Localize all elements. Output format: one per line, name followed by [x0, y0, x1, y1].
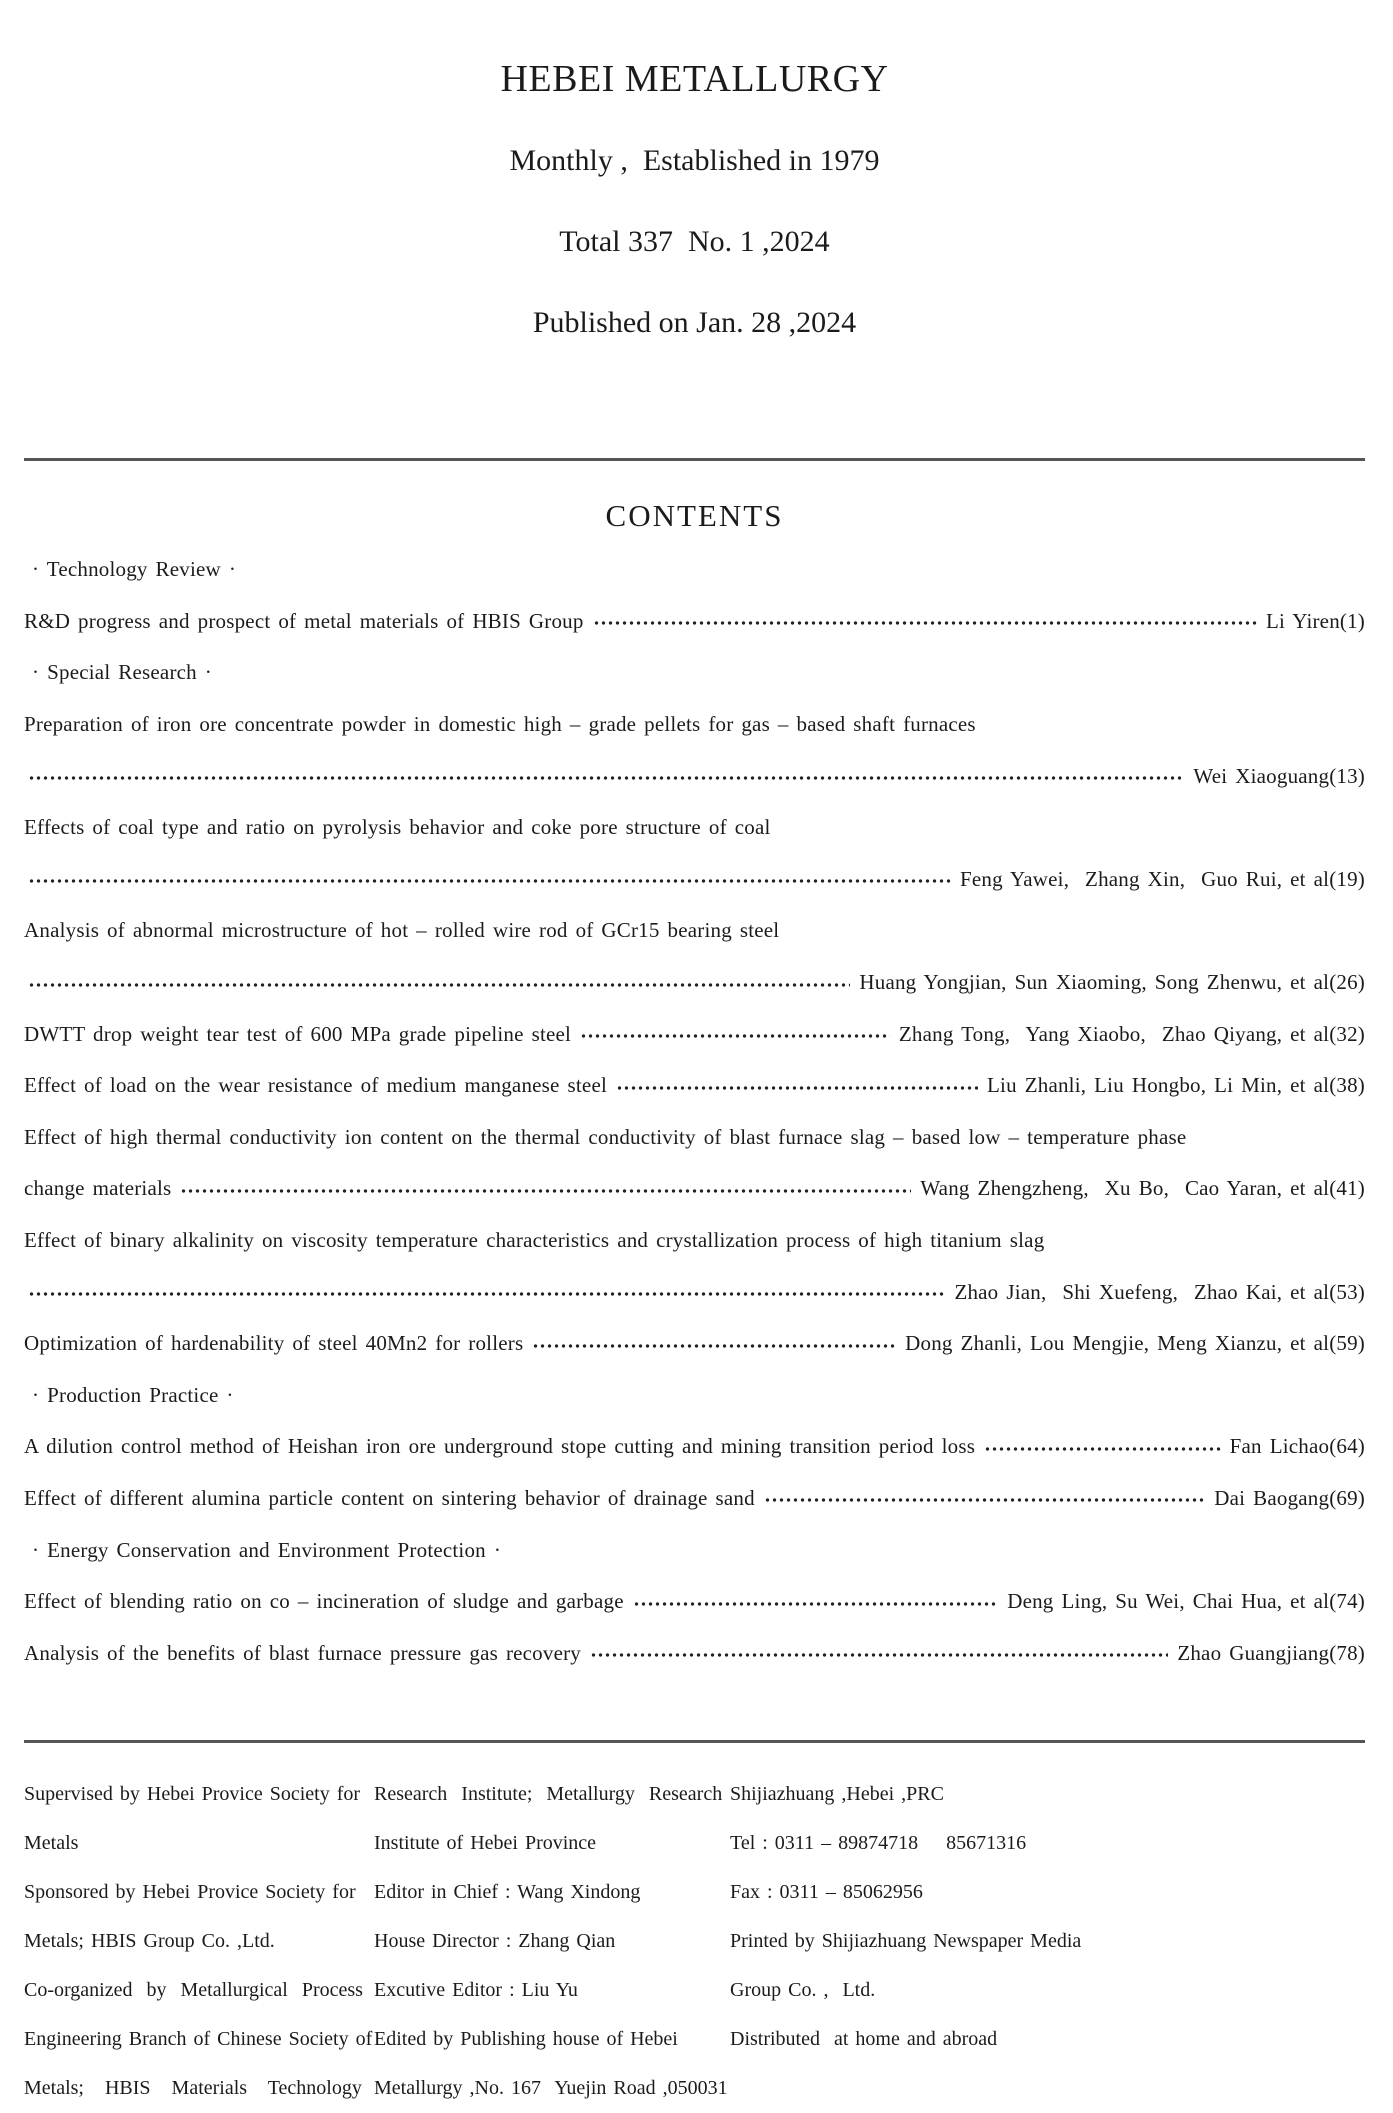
toc-entry: [24, 1318, 1365, 1370]
toc-entry: [24, 1473, 1365, 1525]
entry-title: Effects of coal type and ratio on pyrolysis behavior and coke pore structure of coal: [24, 815, 771, 840]
entry-author-page: Zhang Tong, Yang Xiaobo, Zhao Qiyang, et al(32): [898, 1021, 1365, 1046]
imprint-line: Excutive Editor : Liu Yu: [374, 1979, 578, 2002]
imprint-line: House Director : Zhang Qian: [374, 1930, 616, 1953]
toc-entry: [24, 1060, 1365, 1112]
toc-entry: [24, 1008, 1365, 1060]
section-label: · Special Research ·: [32, 660, 213, 685]
footer-divider: [24, 1740, 1365, 1743]
toc-section-production-practice: [24, 1370, 1365, 1422]
toc-entry-continuation: [24, 957, 1365, 1009]
toc-section-technology-review: [24, 544, 1365, 596]
dot-leader: [28, 772, 1184, 784]
toc-section-special-research: [24, 647, 1365, 699]
toc-entry-continuation: [24, 750, 1365, 802]
dot-leader: [616, 1082, 978, 1094]
dot-leader: [590, 1649, 1168, 1661]
dot-leader: [28, 1288, 945, 1300]
entry-title: R&D progress and prospect of metal materials of HBIS Group: [24, 608, 584, 633]
imprint-line: Tel : 0311 – 89874718 85671316: [730, 1832, 1027, 1855]
imprint-line: Metals: [24, 1832, 79, 1855]
toc-entry-title-line: [24, 1215, 1365, 1267]
journal-frequency-line: Monthly , Established in 1979: [509, 144, 880, 177]
entry-title: Effect of different alumina particle content on sintering behavior of drainage sand: [24, 1485, 755, 1510]
dot-leader: [593, 617, 1257, 629]
dot-leader: [633, 1598, 998, 1610]
toc-entry-continuation: [24, 854, 1365, 906]
entry-title: Analysis of abnormal microstructure of hot – rolled wire rod of GCr15 bearing steel: [24, 918, 780, 943]
entry-author-page: Wei Xiaoguang(13): [1193, 763, 1365, 788]
entry-title: Effect of blending ratio on co – incineration of sludge and garbage: [24, 1589, 624, 1614]
entry-title: Effect of load on the wear resistance of medium manganese steel: [24, 1073, 607, 1098]
entry-title: Optimization of hardenability of steel 40Mn2 for rollers: [24, 1331, 524, 1356]
entry-title: change materials: [24, 1176, 172, 1201]
imprint-line: Supervised by Hebei Provice Society for: [24, 1783, 361, 1806]
entry-author-page: Huang Yongjian, Sun Xiaoming, Song Zhenwu, et al(26): [859, 970, 1365, 995]
entry-author-page: Dong Zhanli, Lou Mengjie, Meng Xianzu, et al(59): [905, 1331, 1365, 1356]
imprint-line: Fax : 0311 – 85062956: [730, 1881, 923, 1904]
entry-title: Effect of binary alkalinity on viscosity temperature characteristics and crystallization process of high titanium slag: [24, 1228, 1045, 1253]
imprint-line: Research Institute; Metallurgy Research: [374, 1783, 723, 1806]
entry-title: Effect of high thermal conductivity ion content on the thermal conductivity of blast furnace slag – based low – temperature phase: [24, 1124, 1187, 1149]
section-label: · Technology Review ·: [32, 557, 237, 582]
table-of-contents: [24, 544, 1365, 1679]
journal-title: HEBEI METALLURGY: [500, 58, 889, 100]
masthead: [24, 20, 1365, 381]
journal-publish-date-line: Published on Jan. 28 ,2024: [532, 306, 857, 339]
entry-author-page: Zhao Jian, Shi Xuefeng, Zhao Kai, et al(53): [954, 1279, 1365, 1304]
contents-heading: CONTENTS: [605, 498, 784, 533]
toc-entry: [24, 596, 1365, 648]
toc-entry: [24, 1421, 1365, 1473]
toc-entry-continuation: [24, 1266, 1365, 1318]
toc-entry-title-line: [24, 905, 1365, 957]
imprint-column-contact: [730, 1770, 1082, 2113]
toc-entry-title-line: [24, 1112, 1365, 1164]
entry-title: DWTT drop weight tear test of 600 MPa grade pipeline steel: [24, 1021, 572, 1046]
journal-issue-line: Total 337 No. 1 ,2024: [559, 225, 830, 258]
header-divider: [24, 458, 1365, 461]
imprint-line: Institute of Hebei Province: [374, 1832, 597, 1855]
imprint-line: Shijiazhuang ,Hebei ,PRC: [730, 1783, 944, 1806]
entry-author-page: Li Yiren(1): [1266, 608, 1365, 633]
toc-entry-title-line: [24, 699, 1365, 751]
dot-leader: [180, 1185, 911, 1197]
entry-author-page: Zhao Guangjiang(78): [1177, 1640, 1365, 1665]
imprint-line: Engineering Branch of Chinese Society of: [24, 2028, 373, 2051]
imprint-column-editorial: [374, 1770, 728, 2113]
imprint-line: Metallurgy ,No. 167 Yuejin Road ,050031: [374, 2077, 728, 2100]
dot-leader: [28, 875, 951, 887]
imprint-line: Sponsored by Hebei Provice Society for: [24, 1881, 356, 1904]
entry-author-page: Fan Lichao(64): [1229, 1434, 1365, 1459]
entry-title: Analysis of the benefits of blast furnace pressure gas recovery: [24, 1640, 581, 1665]
dot-leader: [28, 979, 850, 991]
imprint-column-supervision: [24, 1770, 373, 2113]
entry-title: A dilution control method of Heishan iron ore underground stope cutting and mining transition period loss: [24, 1434, 976, 1459]
imprint-line: Metals; HBIS Materials Technology: [24, 2077, 362, 2100]
imprint-line: Co-organized by Metallurgical Process: [24, 1979, 363, 2002]
entry-author-page: Feng Yawei, Zhang Xin, Guo Rui, et al(19): [960, 866, 1365, 891]
entry-author-page: Liu Zhanli, Liu Hongbo, Li Min, et al(38): [987, 1073, 1365, 1098]
toc-section-energy-conservation: [24, 1524, 1365, 1576]
entry-author-page: Deng Ling, Su Wei, Chai Hua, et al(74): [1007, 1589, 1365, 1614]
imprint-line: Group Co. , Ltd.: [730, 1979, 876, 2002]
imprint-line: Distributed at home and abroad: [730, 2028, 998, 2051]
imprint-line: Editor in Chief : Wang Xindong: [374, 1881, 641, 1904]
dot-leader: [984, 1443, 1221, 1455]
imprint-block: [24, 1770, 1365, 2113]
entry-author-page: Wang Zhengzheng, Xu Bo, Cao Yaran, et al(41): [920, 1176, 1365, 1201]
dot-leader: [532, 1340, 896, 1352]
imprint-line: Printed by Shijiazhuang Newspaper Media: [730, 1930, 1082, 1953]
toc-entry: [24, 1627, 1365, 1679]
toc-entry-title-line: [24, 802, 1365, 854]
dot-leader: [580, 1030, 890, 1042]
toc-entry: [24, 1576, 1365, 1628]
imprint-line: Metals; HBIS Group Co. ,Ltd.: [24, 1930, 275, 1953]
toc-entry-continuation: [24, 1163, 1365, 1215]
section-label: · Energy Conservation and Environment Protection ·: [32, 1537, 502, 1562]
dot-leader: [764, 1494, 1205, 1506]
imprint-line: Edited by Publishing house of Hebei: [374, 2028, 678, 2051]
entry-title: Preparation of iron ore concentrate powder in domestic high – grade pellets for gas – based shaft furnaces: [24, 712, 976, 737]
section-label: · Production Practice ·: [32, 1382, 234, 1407]
entry-author-page: Dai Baogang(69): [1214, 1485, 1365, 1510]
